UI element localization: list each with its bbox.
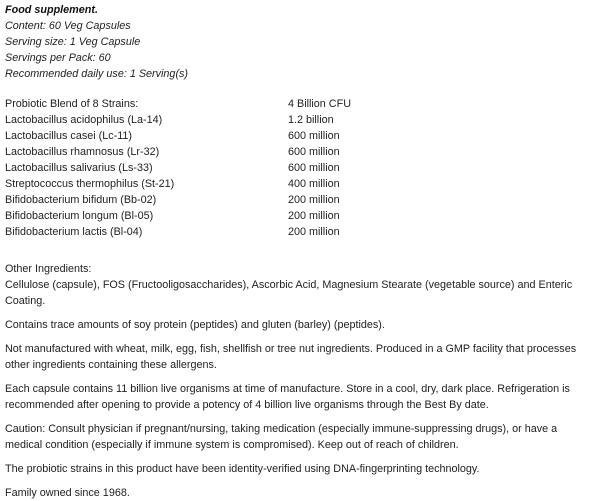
meta-servings-per-pack: Servings per Pack: 60 bbox=[5, 52, 111, 64]
strain-row bbox=[5, 144, 600, 160]
blend-header-name: Probiotic Blend of 8 Strains: bbox=[5, 98, 139, 110]
strain-row bbox=[5, 160, 600, 176]
allergen-trace-note: Contains trace amounts of soy protein (peptides) and gluten (barley) (peptides). bbox=[5, 319, 385, 331]
dna-verification-note: The probiotic strains in this product have been identity-verified using DNA-fingerprinting technology. bbox=[5, 463, 480, 475]
probiotic-blend-table bbox=[5, 96, 600, 240]
strain-amount: 600 million bbox=[288, 146, 340, 158]
other-ingredients-heading: Other Ingredients: bbox=[5, 263, 92, 275]
blend-header-row bbox=[5, 96, 600, 112]
strain-amount: 200 million bbox=[288, 194, 340, 206]
strain-row bbox=[5, 112, 600, 128]
family-owned-note: Family owned since 1968. bbox=[5, 487, 130, 499]
strain-name: Bifidobacterium bifidum (Bb-02) bbox=[5, 194, 157, 206]
blend-header-amount: 4 Billion CFU bbox=[288, 98, 351, 110]
strain-amount: 1.2 billion bbox=[288, 114, 334, 126]
strain-row bbox=[5, 208, 600, 224]
strain-name: Bifidobacterium lactis (Bl-04) bbox=[5, 226, 143, 238]
strain-row bbox=[5, 224, 600, 240]
strain-row bbox=[5, 192, 600, 208]
storage-note: Each capsule contains 11 billion live organisms at time of manufacture. Store in a cool, dry, dark place. Refrigeration is recommended after opening to provide a potency of 4 billion live organisms through the Best By date. bbox=[5, 383, 570, 411]
strain-name: Lactobacillus casei (Lc-11) bbox=[5, 130, 133, 142]
document-title: Food supplement. bbox=[5, 4, 98, 16]
other-ingredients-section bbox=[5, 261, 600, 309]
other-ingredients-text: Cellulose (capsule), FOS (Fructooligosaccharides), Ascorbic Acid, Magnesium Stearate (vegetable source) and Enteric Coating. bbox=[5, 279, 573, 307]
product-meta bbox=[5, 18, 600, 82]
meta-recommended-use: Recommended daily use: 1 Serving(s) bbox=[5, 68, 189, 80]
strain-name: Lactobacillus salivarius (Ls-33) bbox=[5, 162, 153, 174]
strain-name: Bifidobacterium longum (Bl-05) bbox=[5, 210, 154, 222]
strain-amount: 600 million bbox=[288, 162, 340, 174]
strain-name: Streptococcus thermophilus (St-21) bbox=[5, 178, 175, 190]
meta-serving-size: Serving size: 1 Veg Capsule bbox=[5, 36, 141, 48]
strain-name: Lactobacillus rhamnosus (Lr-32) bbox=[5, 146, 160, 158]
meta-content: Content: 60 Veg Capsules bbox=[5, 20, 131, 32]
strain-name: Lactobacillus acidophilus (La-14) bbox=[5, 114, 163, 126]
strain-row bbox=[5, 128, 600, 144]
strain-row bbox=[5, 176, 600, 192]
strain-amount: 200 million bbox=[288, 210, 340, 222]
strain-amount: 400 million bbox=[288, 178, 340, 190]
strain-amount: 600 million bbox=[288, 130, 340, 142]
allergen-facility-note: Not manufactured with wheat, milk, egg, fish, shellfish or tree nut ingredients. Produced in a GMP facility that processes other ingredients containing these allergens. bbox=[5, 343, 577, 371]
caution-note: Caution: Consult physician if pregnant/nursing, taking medication (especially immune-suppressing drugs), or have a medical condition (especially if immune system is compromised). Keep out of reach of children. bbox=[5, 423, 558, 451]
strain-amount: 200 million bbox=[288, 226, 340, 238]
